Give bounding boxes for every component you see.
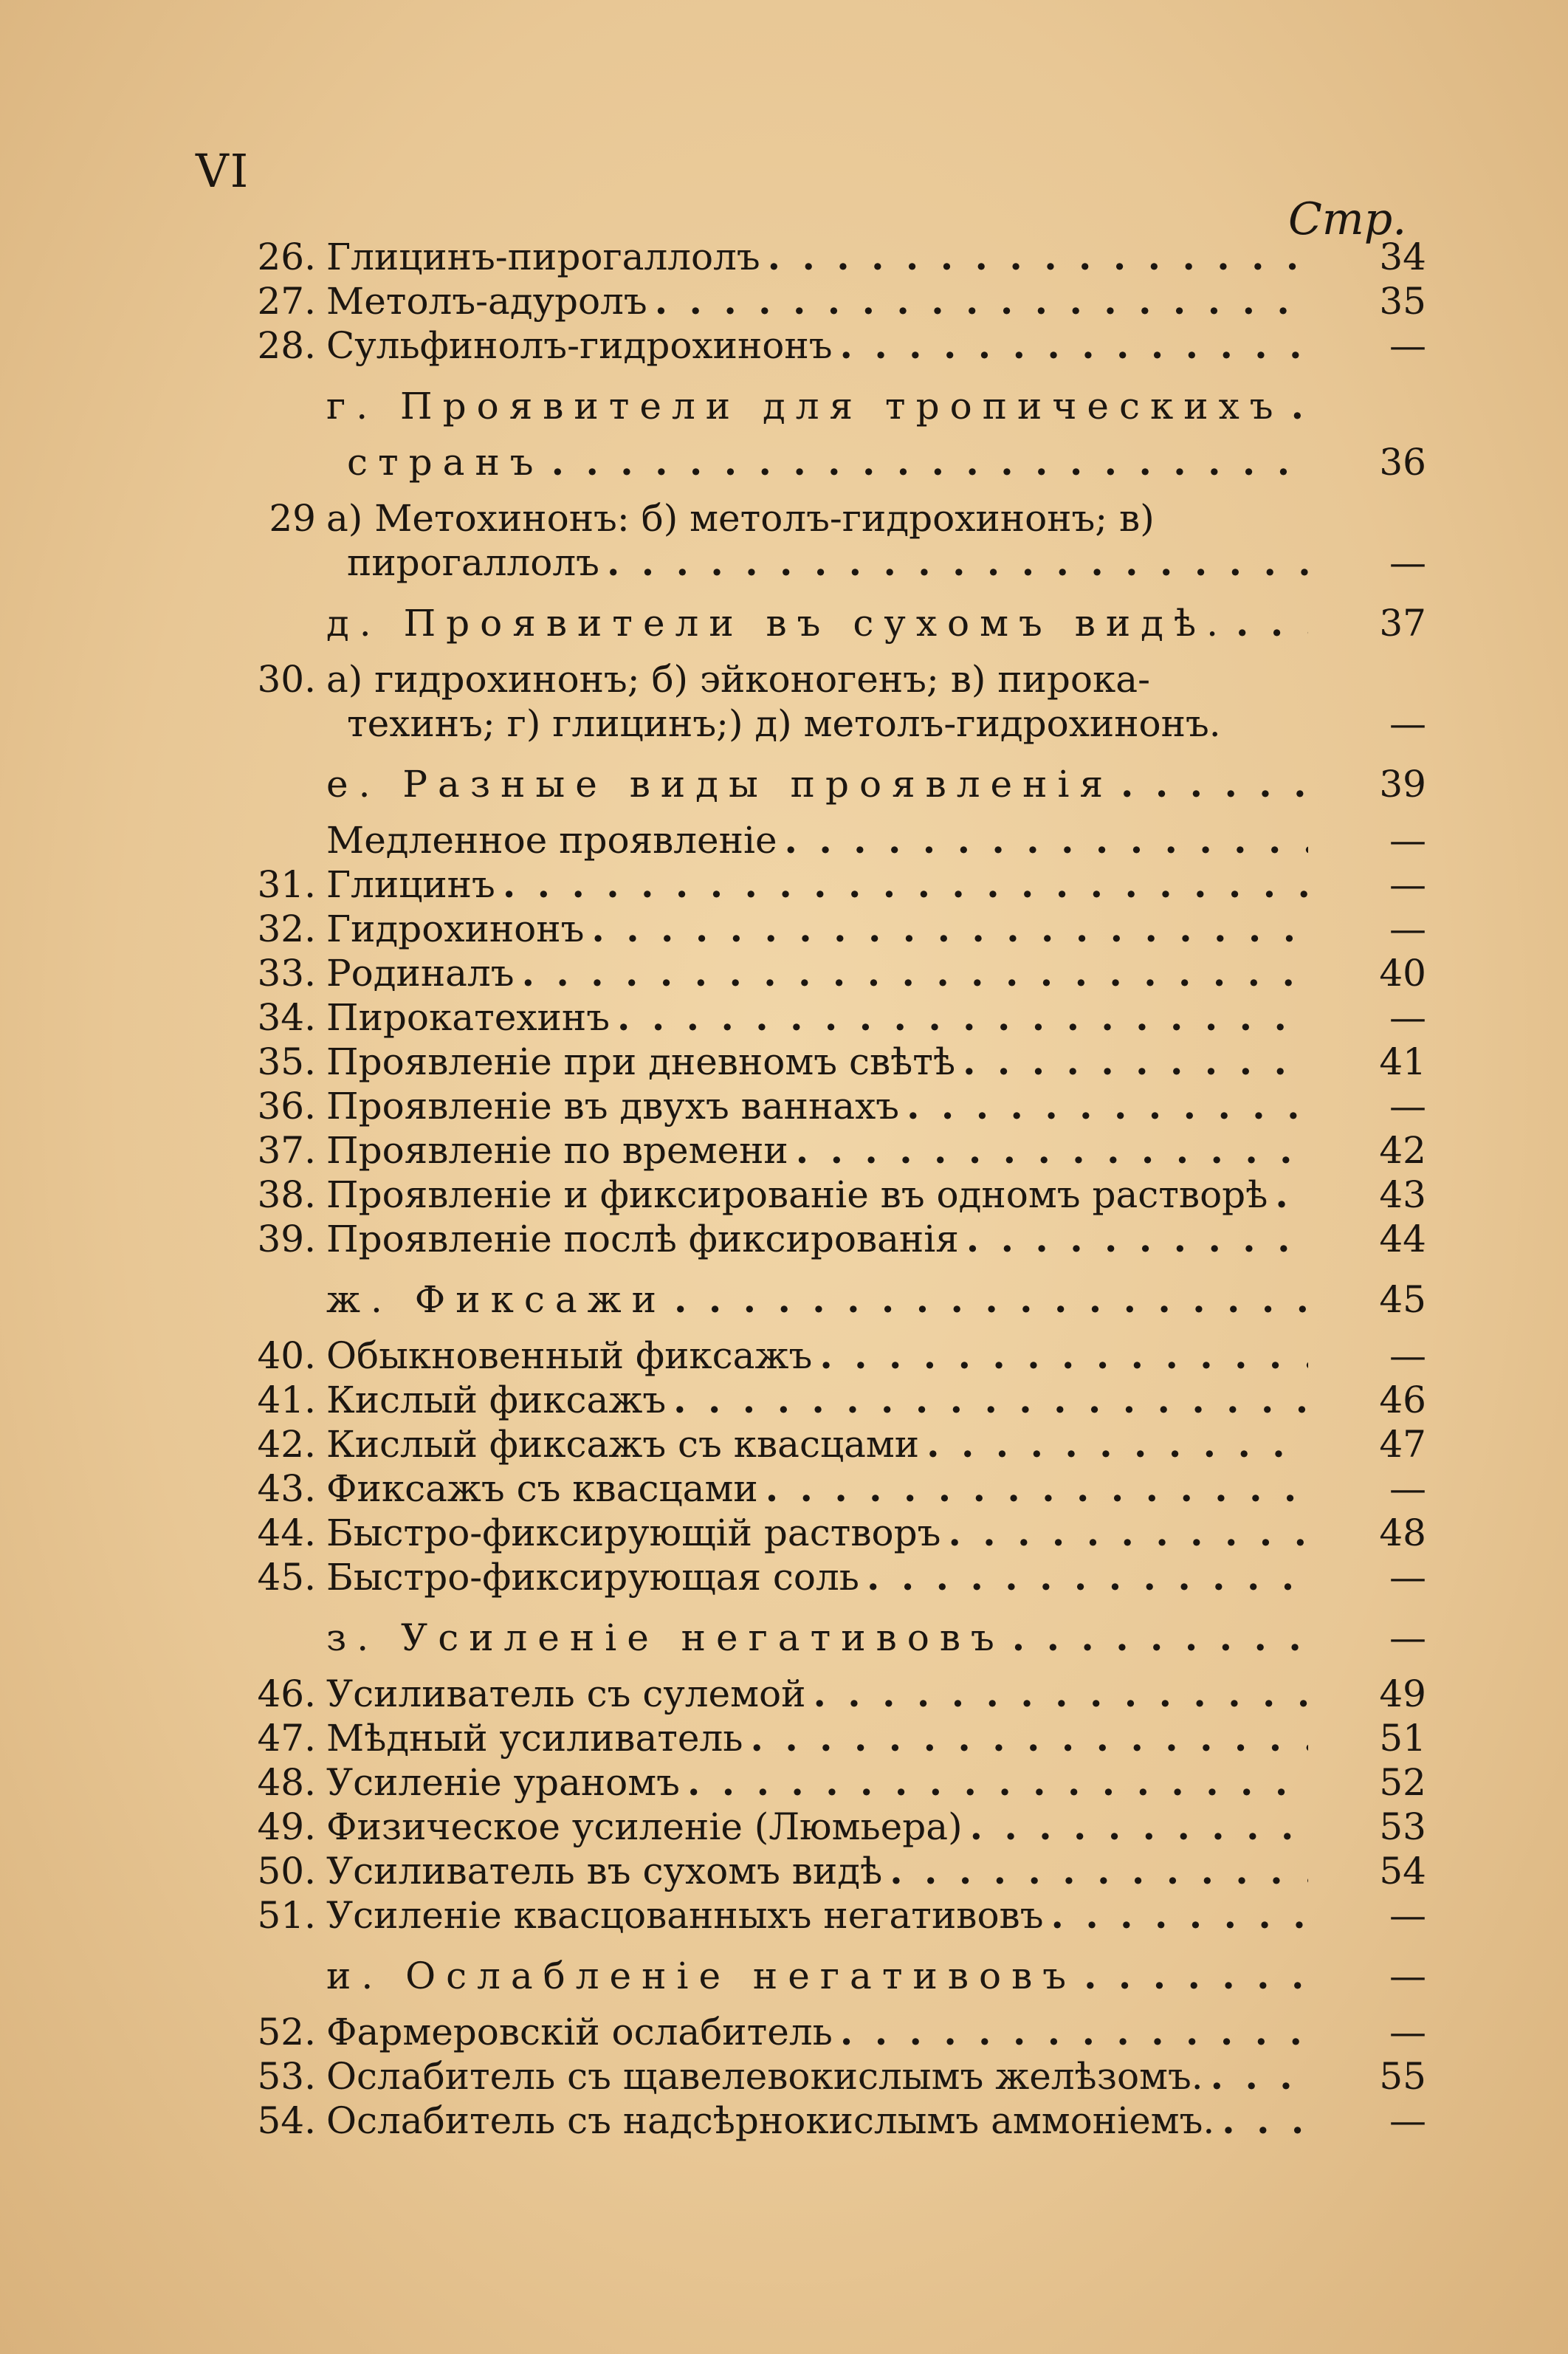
dot-leader xyxy=(796,1128,1308,1173)
toc-row xyxy=(207,1466,1440,1511)
toc-entry-number: 30. xyxy=(257,658,316,701)
toc-row xyxy=(207,1672,1440,1716)
toc-row xyxy=(207,496,1440,541)
toc-section-row xyxy=(207,1616,1440,1660)
toc-entry-number: 43. xyxy=(257,1467,316,1510)
toc-page-number: 41 xyxy=(1379,1040,1426,1083)
dot-leader xyxy=(591,907,1308,951)
toc-row xyxy=(207,951,1440,995)
toc-entry-title: Проявленіе въ двухъ ваннахъ xyxy=(326,1085,900,1128)
dot-leader xyxy=(1012,1616,1308,1660)
page-number: VI xyxy=(196,144,250,198)
toc-row xyxy=(207,1084,1440,1128)
toc-page-number: — xyxy=(1389,1556,1426,1599)
toc-page-number: 55 xyxy=(1379,2055,1426,2098)
toc-row xyxy=(207,1716,1440,1760)
toc-entry-number: 34. xyxy=(257,996,316,1039)
toc-entry-title: Гидрохинонъ xyxy=(326,907,585,950)
toc-entry-title: а) Метохинонъ: б) метолъ-гидрохинонъ; в) xyxy=(326,497,1155,540)
toc-entry-number: 41. xyxy=(257,1379,316,1421)
toc-page-number: 45 xyxy=(1379,1278,1426,1321)
toc-entry-number: 54. xyxy=(257,2099,316,2142)
toc-page-number: 40 xyxy=(1379,952,1426,995)
toc-entry-number: 40. xyxy=(257,1334,316,1377)
toc-page-number: 34 xyxy=(1379,236,1426,278)
toc-row xyxy=(207,1511,1440,1555)
toc-entry-title: Проявленіе при дневномъ свѣтѣ xyxy=(326,1040,956,1083)
toc-page-number: — xyxy=(1389,2099,1426,2142)
toc-page-number: — xyxy=(1389,1334,1426,1377)
toc-entry-title: а) гидрохинонъ; б) эйконогенъ; в) пирока- xyxy=(326,658,1150,701)
dot-leader xyxy=(963,1040,1308,1084)
toc-entry-title: Глицинъ xyxy=(326,863,495,906)
toc-page-number: 52 xyxy=(1379,1761,1426,1804)
toc-page-number: — xyxy=(1389,1616,1426,1659)
dot-leader xyxy=(948,1511,1308,1555)
toc-entry-title: Усиленіе квасцованныхъ негативовъ xyxy=(326,1894,1044,1937)
dot-leader xyxy=(840,2010,1308,2054)
toc-page-number: 47 xyxy=(1379,1423,1426,1466)
toc-entry-title: Ослабитель съ надсѣрнокислымъ аммоніемъ. xyxy=(326,2099,1215,2142)
toc-row xyxy=(207,862,1440,907)
toc-section-title: ж. Фиксажи xyxy=(326,1278,667,1321)
toc-entry-number: 49. xyxy=(257,1805,316,1848)
toc-entry-number: 31. xyxy=(257,863,316,906)
toc-entry-number: 38. xyxy=(257,1173,316,1216)
toc-entry-number: 35. xyxy=(257,1040,316,1083)
toc-section-title: д. Проявители въ сухомъ видѣ. xyxy=(326,602,1229,645)
toc-entry-title: Физическое усиленіе (Люмьера) xyxy=(326,1805,963,1848)
toc-entry-title: Быстро-фиксирующій растворъ xyxy=(326,1511,941,1554)
toc-section-title: е. Разные виды проявленія xyxy=(326,763,1113,806)
toc-row xyxy=(207,1422,1440,1466)
toc-entry-number: 45. xyxy=(257,1556,316,1599)
dot-leader xyxy=(687,1760,1308,1805)
toc-row xyxy=(207,2099,1440,2143)
toc-section-row xyxy=(207,384,1440,428)
toc-page-number: 39 xyxy=(1379,763,1426,806)
toc-page-number: 48 xyxy=(1379,1511,1426,1554)
toc-entry-title: Проявленіе по времени xyxy=(326,1129,788,1172)
toc-entry-title: техинъ; г) глицинъ;) д) метолъ-гидрохинонъ. xyxy=(347,702,1221,745)
dot-leader xyxy=(768,235,1308,279)
toc-entry-number: 42. xyxy=(257,1423,316,1466)
dot-leader xyxy=(674,1277,1308,1322)
toc-entry-title: Обыкновенный фиксажъ xyxy=(326,1334,813,1377)
dot-leader xyxy=(503,862,1308,907)
toc-page-number: — xyxy=(1389,541,1426,584)
dot-leader xyxy=(907,1084,1308,1128)
toc-page-number: 54 xyxy=(1379,1850,1426,1893)
toc-entry-title: Метолъ-адуролъ xyxy=(326,280,647,323)
toc-row xyxy=(207,995,1440,1040)
toc-entry-number: 47. xyxy=(257,1717,316,1760)
toc-row xyxy=(207,2010,1440,2054)
toc-row xyxy=(207,2054,1440,2099)
toc-entry-number: 50. xyxy=(257,1850,316,1893)
dot-leader xyxy=(655,279,1308,323)
toc-page-number: — xyxy=(1389,996,1426,1039)
toc-page-number: 35 xyxy=(1379,280,1426,323)
toc-page-number: — xyxy=(1389,702,1426,745)
toc-entry-number: 27. xyxy=(257,280,316,323)
toc-section-title: г. Проявители для тропическихъ xyxy=(326,385,1284,428)
toc-entry-title: Медленное проявленіе xyxy=(326,819,777,862)
toc-row xyxy=(207,541,1440,585)
dot-leader xyxy=(785,818,1308,862)
toc-page-number: 51 xyxy=(1379,1717,1426,1760)
table-of-contents xyxy=(207,235,1440,2143)
toc-entry-title: Кислый фиксажъ xyxy=(326,1379,667,1421)
toc-entry-number: 36. xyxy=(257,1085,316,1128)
dot-leader xyxy=(1275,1173,1308,1217)
dot-leader xyxy=(1051,1893,1308,1938)
toc-entry-title: Усиленіе ураномъ xyxy=(326,1761,680,1804)
toc-page-number: — xyxy=(1389,819,1426,862)
dot-leader xyxy=(673,1378,1308,1422)
dot-leader xyxy=(840,323,1308,368)
toc-entry-number: 53. xyxy=(257,2055,316,2098)
dot-leader xyxy=(890,1849,1308,1893)
toc-section-title: з. Усиленіе негативовъ xyxy=(326,1616,1005,1659)
toc-entry-title: Глицинъ-пирогаллолъ xyxy=(326,236,760,278)
toc-row xyxy=(207,818,1440,862)
toc-row xyxy=(207,1217,1440,1261)
toc-row xyxy=(207,701,1440,746)
toc-row xyxy=(207,323,1440,368)
toc-entry-title: Кислый фиксажъ съ квасцами xyxy=(326,1423,920,1466)
toc-page-number: — xyxy=(1389,907,1426,950)
toc-row xyxy=(207,907,1440,951)
toc-entry-title: Быстро-фиксирующая соль xyxy=(326,1556,860,1599)
toc-page-number: — xyxy=(1389,1085,1426,1128)
dot-leader xyxy=(1084,1954,1308,1998)
toc-section-row xyxy=(207,1277,1440,1322)
dot-leader xyxy=(1236,601,1308,645)
dot-leader xyxy=(966,1217,1308,1261)
dot-leader xyxy=(926,1422,1308,1466)
toc-row xyxy=(207,235,1440,279)
toc-row xyxy=(207,1378,1440,1422)
toc-page-number: 44 xyxy=(1379,1218,1426,1260)
toc-entry-number: 26. xyxy=(257,236,316,278)
toc-row xyxy=(207,1555,1440,1599)
toc-entry-title: Фиксажъ съ квасцами xyxy=(326,1467,758,1510)
toc-entry-title: Усиливатель съ сулемой xyxy=(326,1672,806,1715)
toc-page-number: — xyxy=(1389,1894,1426,1937)
toc-row xyxy=(207,1893,1440,1938)
toc-row xyxy=(207,279,1440,323)
toc-entry-title: Родиналъ xyxy=(326,952,515,995)
dot-leader xyxy=(766,1466,1308,1511)
toc-page-number: 36 xyxy=(1379,441,1426,484)
toc-entry-number: 52. xyxy=(257,2011,316,2053)
dot-leader xyxy=(1121,762,1308,806)
toc-entry-number: 37. xyxy=(257,1129,316,1172)
toc-entry-number: 32. xyxy=(257,907,316,950)
toc-section-row xyxy=(207,762,1440,806)
toc-entry-title: Сульфинолъ-гидрохинонъ xyxy=(326,324,833,367)
toc-section-row xyxy=(207,601,1440,645)
toc-row xyxy=(207,1173,1440,1217)
toc-section-title: и. Ослабленіе негативовъ xyxy=(326,1955,1077,1997)
toc-page-number: 37 xyxy=(1379,602,1426,645)
page-column-label: Стр. xyxy=(1288,193,1407,245)
dot-leader xyxy=(617,995,1308,1040)
toc-section-title: странъ xyxy=(347,441,544,484)
toc-section-row xyxy=(207,440,1440,484)
toc-entry-title: Проявленіе послѣ фиксированія xyxy=(326,1218,959,1260)
dot-leader xyxy=(819,1334,1308,1378)
dot-leader xyxy=(970,1805,1308,1849)
toc-row xyxy=(207,1849,1440,1893)
toc-page-number: — xyxy=(1389,2011,1426,2053)
toc-entry-number: 28. xyxy=(257,324,316,367)
toc-entry-number: 46. xyxy=(257,1672,316,1715)
dot-leader xyxy=(522,951,1308,995)
toc-entry-title: Пирокатехинъ xyxy=(326,996,611,1039)
toc-entry-number: 39. xyxy=(257,1218,316,1260)
toc-entry-title: Усиливатель въ сухомъ видѣ xyxy=(326,1850,883,1893)
toc-page-number: 53 xyxy=(1379,1805,1426,1848)
toc-entry-number: 48. xyxy=(257,1761,316,1804)
toc-entry-title: Ослабитель съ щавелевокислымъ желѣзомъ. xyxy=(326,2055,1203,2098)
toc-entry-number: 51. xyxy=(257,1894,316,1937)
toc-entry-title: пирогаллолъ xyxy=(347,541,599,584)
dot-leader xyxy=(1222,2099,1308,2143)
toc-row xyxy=(207,1334,1440,1378)
toc-page-number: — xyxy=(1389,1955,1426,1997)
toc-row xyxy=(207,1760,1440,1805)
dot-leader xyxy=(867,1555,1308,1599)
toc-entry-number: 29 xyxy=(269,497,316,540)
toc-page-number: — xyxy=(1389,324,1426,367)
toc-entry-title: Фармеровскій ослабитель xyxy=(326,2011,833,2053)
dot-leader xyxy=(551,440,1308,484)
toc-page-number: 46 xyxy=(1379,1379,1426,1421)
toc-section-row xyxy=(207,1954,1440,1998)
toc-entry-number: 33. xyxy=(257,952,316,995)
toc-row xyxy=(207,1040,1440,1084)
toc-row xyxy=(207,657,1440,701)
dot-leader xyxy=(813,1672,1308,1716)
toc-row xyxy=(207,1805,1440,1849)
toc-page-number: 42 xyxy=(1379,1129,1426,1172)
dot-leader xyxy=(1291,384,1308,428)
dot-leader xyxy=(607,541,1308,585)
toc-entry-number: 44. xyxy=(257,1511,316,1554)
toc-page-number: 49 xyxy=(1379,1672,1426,1715)
toc-page-number: — xyxy=(1389,1467,1426,1510)
dot-leader xyxy=(751,1716,1308,1760)
toc-entry-title: Мѣдный усиливатель xyxy=(326,1717,743,1760)
dot-leader xyxy=(1211,2054,1308,2099)
toc-entry-title: Проявленіе и фиксированіе въ одномъ растворѣ xyxy=(326,1173,1268,1216)
toc-page-number: 43 xyxy=(1379,1173,1426,1216)
toc-page-number: — xyxy=(1389,863,1426,906)
toc-row xyxy=(207,1128,1440,1173)
